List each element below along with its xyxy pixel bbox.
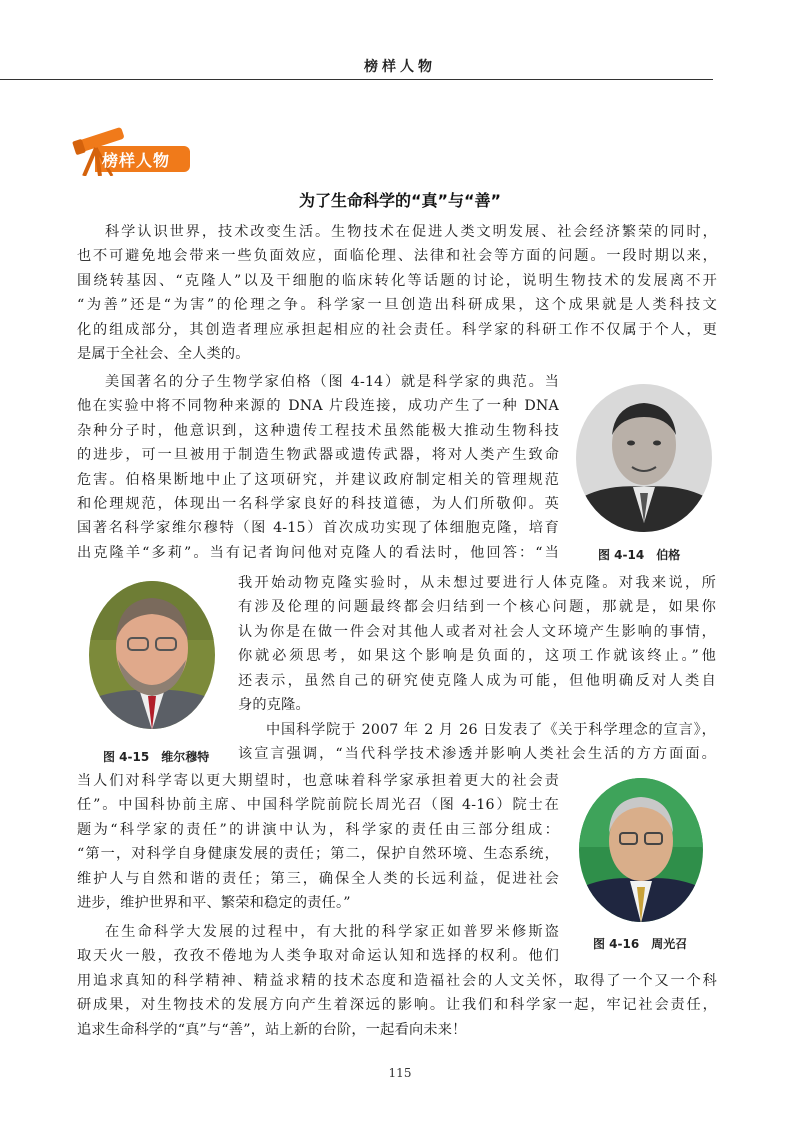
text-line: 是属于全社会、全人类的。 xyxy=(77,346,250,363)
portrait-wilmut-image xyxy=(88,580,216,730)
text-line: 的进步，可一旦被用于制造生物武器或遗传武器，将对人类产生致命 xyxy=(77,447,559,464)
article-title: 为了生命科学的“真”与“善” xyxy=(298,191,502,210)
text-line: 危害。伯格果断地中止了这项研究，并建议政府制定相关的管理规范 xyxy=(77,471,559,488)
text-line: 有涉及伦理的问题最终都会归结到一个核心问题，那就是，如果你 xyxy=(238,599,716,616)
section-badge-label: 榜样人物 xyxy=(102,151,171,170)
text-line: 取天火一般，孜孜不倦地为人类争取对命运认知和选择的权利。他们 xyxy=(77,948,559,965)
text-line: 化的组成部分，其创造者理应承担起相应的社会责任。科学家的科研工作不仅属于个人，更 xyxy=(77,321,717,338)
text-line: 科学认识世界，技术改变生活。生物技术在促进人类文明发展、社会经济繁荣的同时， xyxy=(105,224,717,240)
text-line: 用追求真知的科学精神、精益求精的技术态度和造福社会的人文关怀，取得了一个又一个科 xyxy=(77,973,717,989)
figure-caption-berg: 图 4-14 伯格 xyxy=(598,548,681,562)
text-line: 美国著名的分子生物学家伯格（图 4-14）就是科学家的典范。当 xyxy=(105,374,559,390)
header-rule xyxy=(0,79,713,80)
text-line: 研成果，对生物技术的发展方向产生着深远的影响。让我们和科学家一起，牢记社会责任， xyxy=(77,997,717,1014)
figure-zhou xyxy=(578,777,704,923)
text-line: 任”。中国科协前主席、中国科学院前院长周光召（图 4-16）院士在 xyxy=(77,797,559,814)
text-line: “为善”还是“为害”的伦理之争。科学家一旦创造出科研成果，这个成果就是人类科技文 xyxy=(77,297,717,314)
text-line: 进步，维护世界和平、繁荣和稳定的责任。” xyxy=(77,895,351,912)
paragraph-3a xyxy=(238,718,716,767)
figure-caption-wilmut: 图 4-15 维尔穆特 xyxy=(103,750,210,764)
text-line: 和伦理规范，体现出一名科学家良好的科技道德，为人们所敬仰。英 xyxy=(77,496,559,513)
text-line: 我开始动物克隆实验时，从未想过要进行人体克隆。对我来说，所 xyxy=(238,575,716,591)
portrait-berg-image xyxy=(575,383,713,533)
text-line: 当人们对科学寄以更大期望时，也意味着科学家承担着更大的社会责 xyxy=(77,773,559,789)
figure-wilmut xyxy=(88,580,216,730)
running-header: 榜样人物 xyxy=(364,59,436,75)
page-number: 115 xyxy=(388,1066,412,1080)
paragraph-2 xyxy=(77,370,559,565)
text-line: 也不可避免地会带来一些负面效应，面临伦理、法律和社会等方面的问题。一段时期以来， xyxy=(77,248,717,265)
text-line: 围绕转基因、“克隆人”以及干细胞的临床转化等话题的讨论，说明生物技术的发展离不开 xyxy=(77,272,717,289)
text-line: 认为你是在做一件会对其他人或者对社会人文环境产生影响的事情， xyxy=(238,623,716,640)
text-line: 追求生命科学的“真”与“善”，站上新的台阶，一起看向未来！ xyxy=(77,1021,467,1038)
text-line: 杂种分子时，他意识到，这种遗传工程技术虽然能极大推动生物科技 xyxy=(77,422,559,439)
paragraph-4a xyxy=(77,920,559,969)
paragraph-1 xyxy=(77,220,717,366)
text-line: 中国科学院于 2007 年 2 月 26 日发表了《关于科学理念的宣言》， xyxy=(266,722,716,738)
paragraph-4b xyxy=(77,969,717,1042)
text-line: 该宣言强调，“当代科学技术渗透并影响人类社会生活的方方面面。 xyxy=(238,746,716,763)
paragraph-2b xyxy=(238,571,716,717)
text-line: 维护人与自然和谐的责任；第三，确保全人类的长远利益，促进社会 xyxy=(77,870,559,887)
figure-berg xyxy=(575,383,713,533)
text-line: 还表示，虽然自己的研究使克隆人成为可能，但他明确反对人类自 xyxy=(238,672,716,689)
figure-caption-zhou: 图 4-16 周光召 xyxy=(593,937,688,951)
paragraph-3b xyxy=(77,769,559,915)
portrait-zhou-image xyxy=(578,777,704,923)
text-line: 出克隆羊“多莉”。当有记者询问他对克隆人的看法时，他回答：“当 xyxy=(77,544,559,561)
text-line: 身的克隆。 xyxy=(238,697,310,714)
text-line: 你就必须思考，如果这个影响是负面的，这项工作就该终止。”他 xyxy=(238,648,716,665)
text-line: 题为“科学家的责任”的讲演中认为，科学家的责任由三部分组成： xyxy=(77,821,559,838)
text-line: 他在实验中将不同物种来源的 DNA 片段连接，成功产生了一种 DNA xyxy=(77,398,559,415)
text-line: 在生命科学大发展的过程中，有大批的科学家正如普罗米修斯盗 xyxy=(105,924,559,940)
text-line: 国著名科学家维尔穆特（图 4-15）首次成功实现了体细胞克隆，培育 xyxy=(77,520,559,537)
text-line: “第一，对科学自身健康发展的责任；第二，保护自然环境、生态系统， xyxy=(77,846,559,863)
